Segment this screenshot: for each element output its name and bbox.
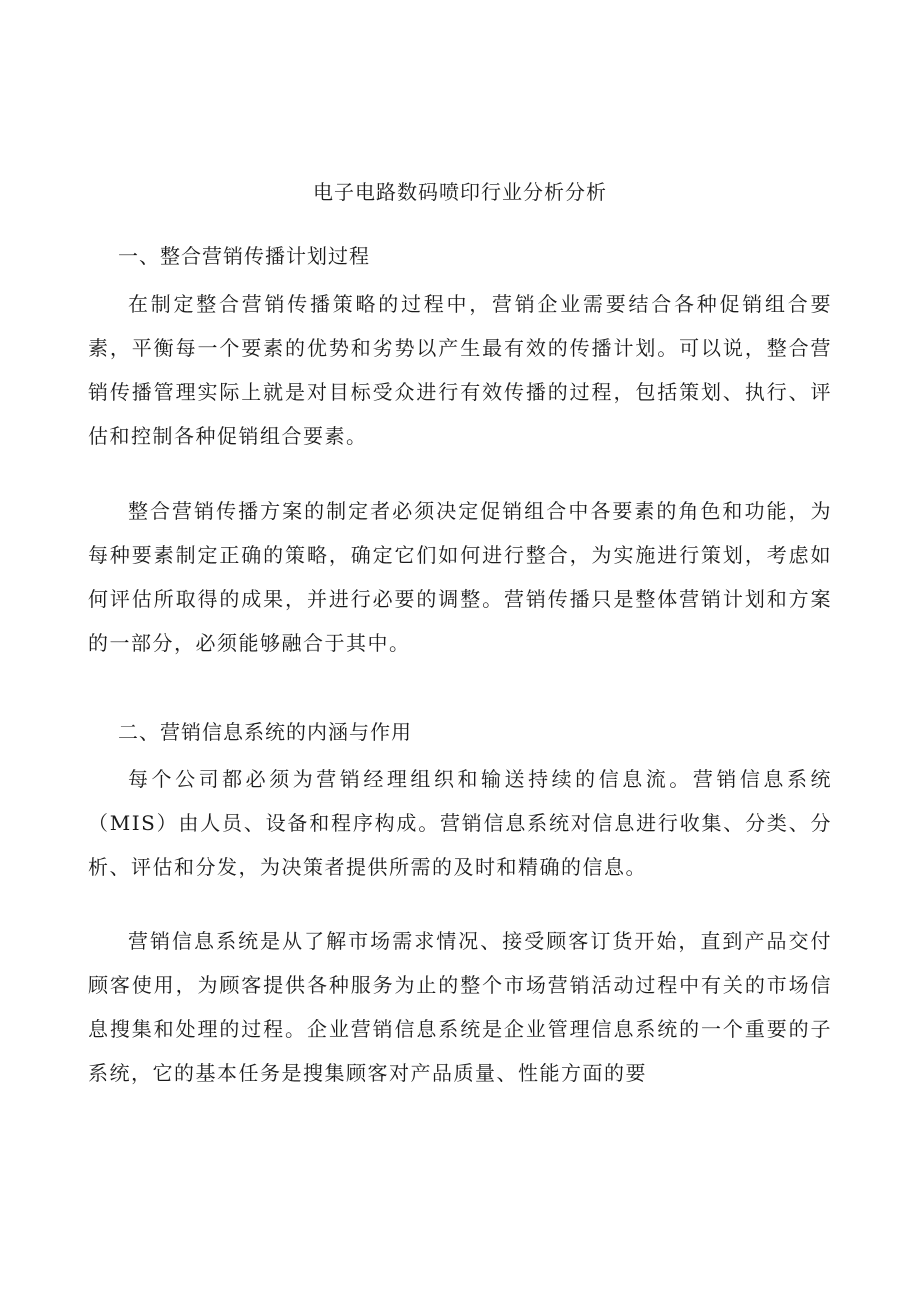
paragraph: 每个公司都必须为营销经理组织和输送持续的信息流。营销信息系统（MIS）由人员、设备和程序构成。营销信息系统对信息进行收集、分类、分析、评估和分发，为决策者提供所需的及时和精确的信息。 — [88, 767, 832, 879]
section-heading-1: 一、整合营销传播计划过程 — [118, 244, 370, 268]
section-heading-2: 二、营销信息系统的内涵与作用 — [118, 720, 412, 744]
paragraph: 整合营销传播方案的制定者必须决定促销组合中各要素的角色和功能，为每种要素制定正确的策略，确定它们如何进行整合，为实施进行策划，考虑如何评估所取得的成果，并进行必要的调整。营销传播只是整体营销计划和方案的一部分，必须能够融合于其中。 — [88, 499, 832, 655]
paragraph: 营销信息系统是从了解市场需求情况、接受顾客订货开始，直到产品交付顾客使用，为顾客提供各种服务为止的整个市场营销活动过程中有关的市场信息搜集和处理的过程。企业营销信息系统是企业管理信息系统的一个重要的子系统，它的基本任务是搜集顾客对产品质量、性能方面的要 — [88, 929, 832, 1085]
paragraph: 在制定整合营销传播策略的过程中，营销企业需要结合各种促销组合要素，平衡每一个要素的优势和劣势以产生最有效的传播计划。可以说，整合营销传播管理实际上就是对目标受众进行有效传播的过程，包括策划、执行、评估和控制各种促销组合要素。 — [88, 292, 832, 448]
document-title: 电子电路数码喷印行业分析分析 — [313, 180, 607, 204]
